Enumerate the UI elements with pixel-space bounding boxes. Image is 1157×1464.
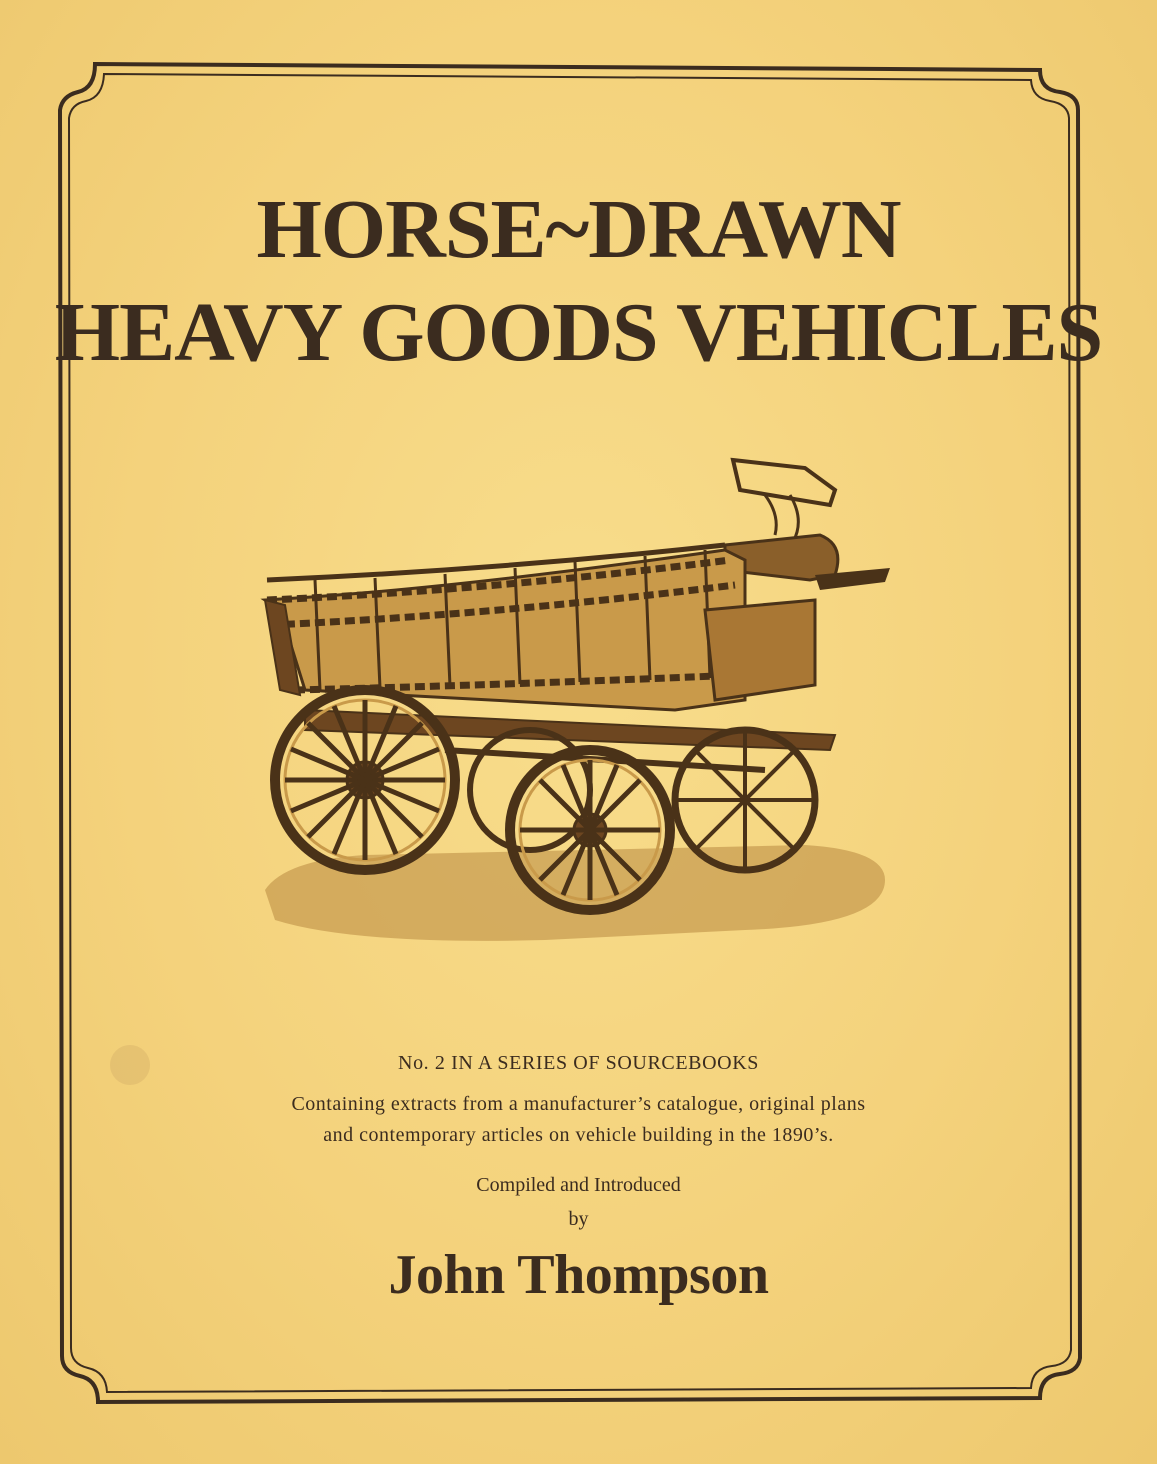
description-line-2: and contemporary articles on vehicle building in the 1890’s.	[323, 1124, 834, 1146]
series-number: No. 2 IN A SERIES OF SOURCEBOOKS	[398, 1052, 759, 1074]
title-line-1: HORSE~DRAWN	[256, 183, 901, 276]
compiled-line: Compiled and Introduced	[476, 1174, 681, 1196]
author-name: John Thompson	[388, 1244, 769, 1306]
wagon-illustration	[245, 450, 915, 955]
by-line: by	[568, 1208, 589, 1230]
title-line-2: HEAVY GOODS VEHICLES	[54, 286, 1103, 379]
front-wheel	[510, 750, 670, 910]
front-wheel-far	[675, 730, 815, 870]
description-line-1: Containing extracts from a manufacturer’s catalogue, original plans	[291, 1093, 866, 1115]
rear-wheel	[275, 690, 455, 870]
